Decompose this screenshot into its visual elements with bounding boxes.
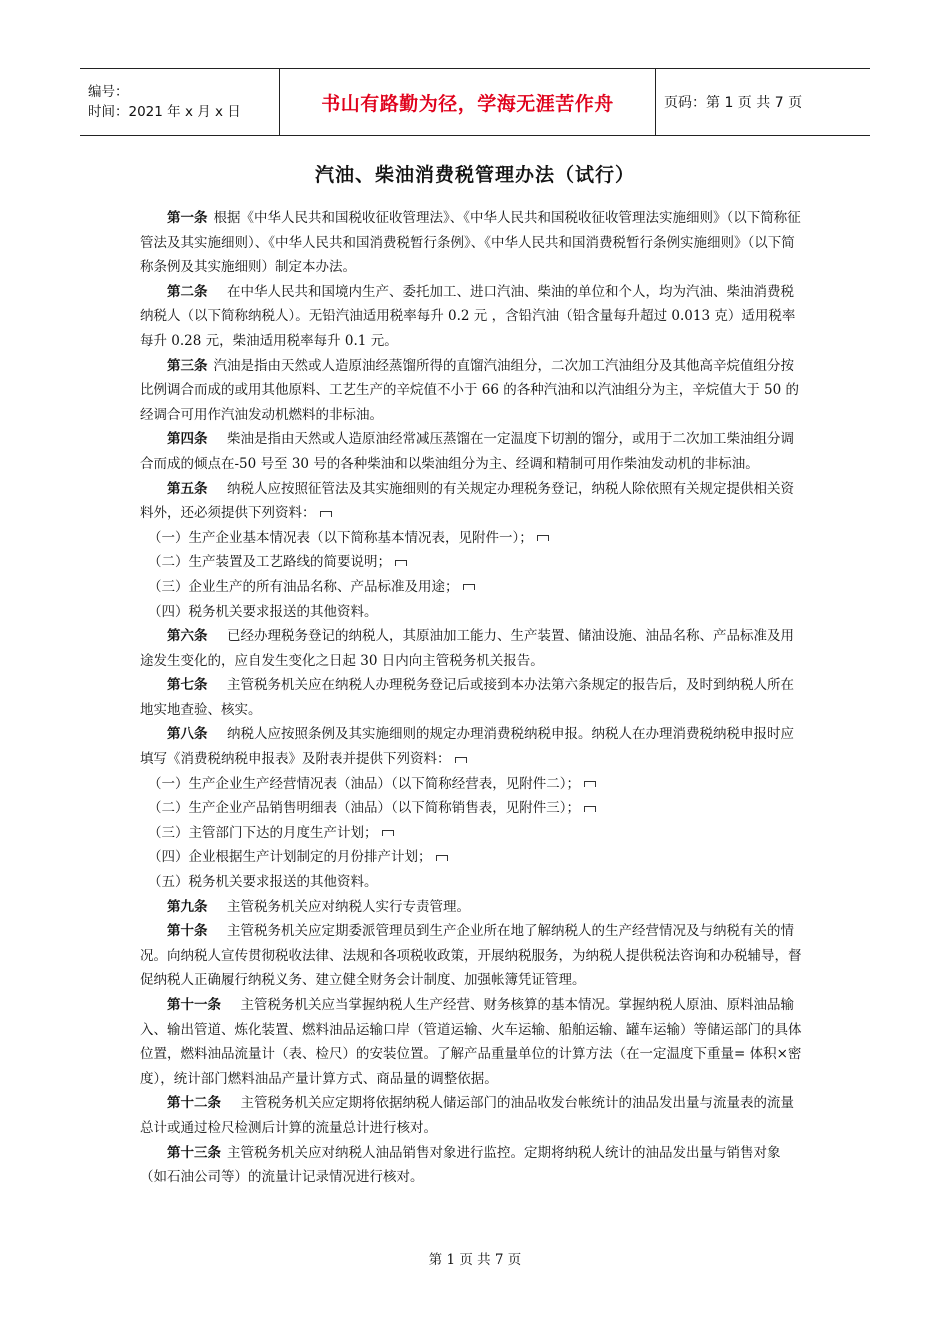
list-item-text: （五）税务机关要求报送的其他资料。	[148, 874, 378, 891]
paragraph-mark-icon	[455, 757, 467, 763]
article-number: 第十三条	[167, 1144, 221, 1161]
paragraph-mark-icon	[382, 830, 394, 836]
article-number: 第二条	[167, 283, 208, 300]
article-text: 在中华人民共和国境内生产、委托加工、进口汽油、柴油的单位和个人，均为汽油、柴油消费税纳税人（以下简称纳税人）。无铅汽油适用税率每升 0.2 元 ，含铅汽油（铅含量每升超过 0.013 克）适用税率每升 0.28 元，柴油适用税率每升 0.1 元。	[140, 283, 796, 349]
paragraph-mark-icon	[584, 806, 596, 812]
list-item-text: （一）生产企业基本情况表（以下简称基本情况表，见附件一）；	[148, 529, 533, 546]
list-item	[140, 600, 804, 625]
article-text: 主管税务机关应在纳税人办理税务登记后或接到本办法第六条规定的报告后，及时到纳税人所在地实地查验、核实。	[140, 677, 794, 718]
article-text: 已经办理税务登记的纳税人，其原油加工能力、生产装置、储油设施、油品名称、产品标准及用途发生变化的，应自发生变化之日起 30 日内向主管税务机关报告。	[140, 628, 794, 669]
header-meta-cell	[80, 69, 280, 135]
article-paragraph	[140, 427, 804, 476]
list-item-text: （三）企业生产的所有油品名称、产品标准及用途；	[148, 578, 459, 595]
article-text: 主管税务机关应定期委派管理员到生产企业所在地了解纳税人的生产经营情况及与纳税有关的情况。向纳税人宣传贯彻税收法律、法规和各项税收政策，开展纳税服务，为纳税人提供税法咨询和办税辅导，督促纳税人正确履行纳税义务、建立健全财务会计制度、加强帐簿凭证管理。	[140, 923, 802, 989]
article-text: 汽油是指由天然或人造原油经蒸馏所得的直馏汽油组分，二次加工汽油组分及其他高辛烷值组分按比例调合而成的或用其他原料、工艺生产的辛烷值不小于 66 的各种汽油和以汽油组分为主，辛烷值大于 50 的经调合可用作汽油发动机燃料的非标油。	[140, 357, 800, 423]
article-text: 主管税务机关应对纳税人实行专责管理。	[213, 898, 470, 915]
article-paragraph	[140, 919, 804, 993]
article-paragraph	[140, 280, 804, 354]
list-item	[140, 526, 804, 551]
paragraph-mark-icon	[436, 855, 448, 861]
page-footer: 第 1 页 共 7 页	[428, 1252, 522, 1268]
article-number: 第九条	[167, 898, 208, 915]
list-item-text: （四）税务机关要求报送的其他资料。	[148, 603, 378, 620]
article-paragraph	[140, 993, 804, 1091]
article-paragraph	[140, 354, 804, 428]
article-number: 第五条	[167, 480, 208, 497]
paragraph-mark-icon	[320, 511, 332, 517]
list-item-text: （四）企业根据生产计划制定的月份排产计划；	[148, 849, 432, 866]
article-paragraph	[140, 624, 804, 673]
article-number: 第一条	[167, 210, 208, 226]
list-item-text: （一）生产企业生产经营情况表（油品）（以下简称经营表，见附件二）；	[148, 775, 580, 792]
article-paragraph	[140, 673, 804, 722]
article-number: 第四条	[167, 431, 208, 448]
time-label: 时间：2021 年 x 月 x 日	[88, 104, 241, 120]
article-text: 纳税人应按照条例及其实施细则的规定办理消费税纳税申报。纳税人在办理消费税纳税申报时应填写《消费税纳税申报表》及附表并提供下列资料：	[140, 726, 794, 768]
article-paragraph	[140, 1091, 804, 1140]
header-page-cell	[656, 69, 870, 135]
article-text: 主管税务机关应对纳税人油品销售对象进行监控。定期将纳税人统计的油品发出量与销售对象（如石油公司等）的流量计记录情况进行核对。	[140, 1144, 781, 1186]
header-table	[80, 68, 870, 136]
article-number: 第十二条	[167, 1095, 221, 1112]
document-body	[140, 206, 804, 1190]
paragraph-mark-icon	[537, 535, 549, 541]
document-title: 汽油、柴油消费税管理办法（试行）	[314, 164, 635, 186]
article-paragraph	[140, 895, 804, 920]
motto: 书山有路勤为径，学海无涯苦作舟	[321, 92, 614, 115]
number-label: 编号：	[88, 84, 129, 100]
list-item	[140, 796, 804, 821]
article-paragraph	[140, 722, 804, 771]
list-item-text: （三）主管部门下达的月度生产计划；	[148, 824, 378, 841]
article-text: 主管税务机关应当掌握纳税人生产经营、财务核算的基本情况。掌握纳税人原油、原料油品输入、输出管道、炼化装置、燃料油品运输口岸（管道运输、火车运输、船舶运输、罐车运输）等储运部门的具体位置，燃料油品流量计（表、检尺）的安装位置。了解产品重量单位的计算方法（在一定温度下重量= 体积×密度），统计部门燃料油品产量计算方式、商品量的调整依据。	[140, 997, 802, 1087]
list-item	[140, 772, 804, 797]
list-item	[140, 575, 804, 600]
list-item	[140, 550, 804, 575]
article-paragraph	[140, 1141, 804, 1190]
header-motto-cell	[280, 69, 656, 135]
list-item	[140, 845, 804, 870]
page-info: 页码：第 1 页 共 7 页	[664, 95, 803, 111]
article-number: 第十条	[167, 923, 208, 940]
list-item-text: （二）生产企业产品销售明细表（油品）（以下简称销售表，见附件三）；	[148, 800, 580, 817]
list-item-text: （二）生产装置及工艺路线的简要说明；	[148, 554, 391, 571]
paragraph-mark-icon	[584, 781, 596, 787]
list-item	[140, 870, 804, 895]
paragraph-mark-icon	[463, 584, 475, 590]
article-number: 第七条	[167, 677, 208, 694]
list-item	[140, 821, 804, 846]
article-text: 纳税人应按照征管法及其实施细则的有关规定办理税务登记，纳税人除依照有关规定提供相关资料外，还必须提供下列资料：	[140, 480, 794, 522]
article-paragraph	[140, 477, 804, 526]
article-number: 第十一条	[167, 997, 221, 1013]
article-text: 根据《中华人民共和国税收征收管理法》、《中华人民共和国税收征收管理法实施细则》（以下简称征管法及其实施细则）、《中华人民共和国消费税暂行条例》、《中华人民共和国消费税暂行条例实施细则》（以下简称条例及其实施细则）制定本办法。	[140, 210, 801, 276]
article-text: 主管税务机关应定期将依据纳税人储运部门的油品收发台帐统计的油品发出量与流量表的流量总计或通过检尺检测后计算的流量总计进行核对。	[140, 1095, 794, 1136]
article-text: 柴油是指由天然或人造原油经常减压蒸馏在一定温度下切割的馏分，或用于二次加工柴油组分调合而成的倾点在-50 号至 30 号的各种柴油和以柴油组分为主、经调和精制可用作柴油发动机的非标油。	[140, 431, 794, 472]
article-number: 第六条	[167, 628, 208, 645]
article-number: 第八条	[167, 726, 208, 743]
paragraph-mark-icon	[395, 560, 407, 566]
article-paragraph	[140, 206, 804, 280]
article-number: 第三条	[167, 357, 208, 374]
